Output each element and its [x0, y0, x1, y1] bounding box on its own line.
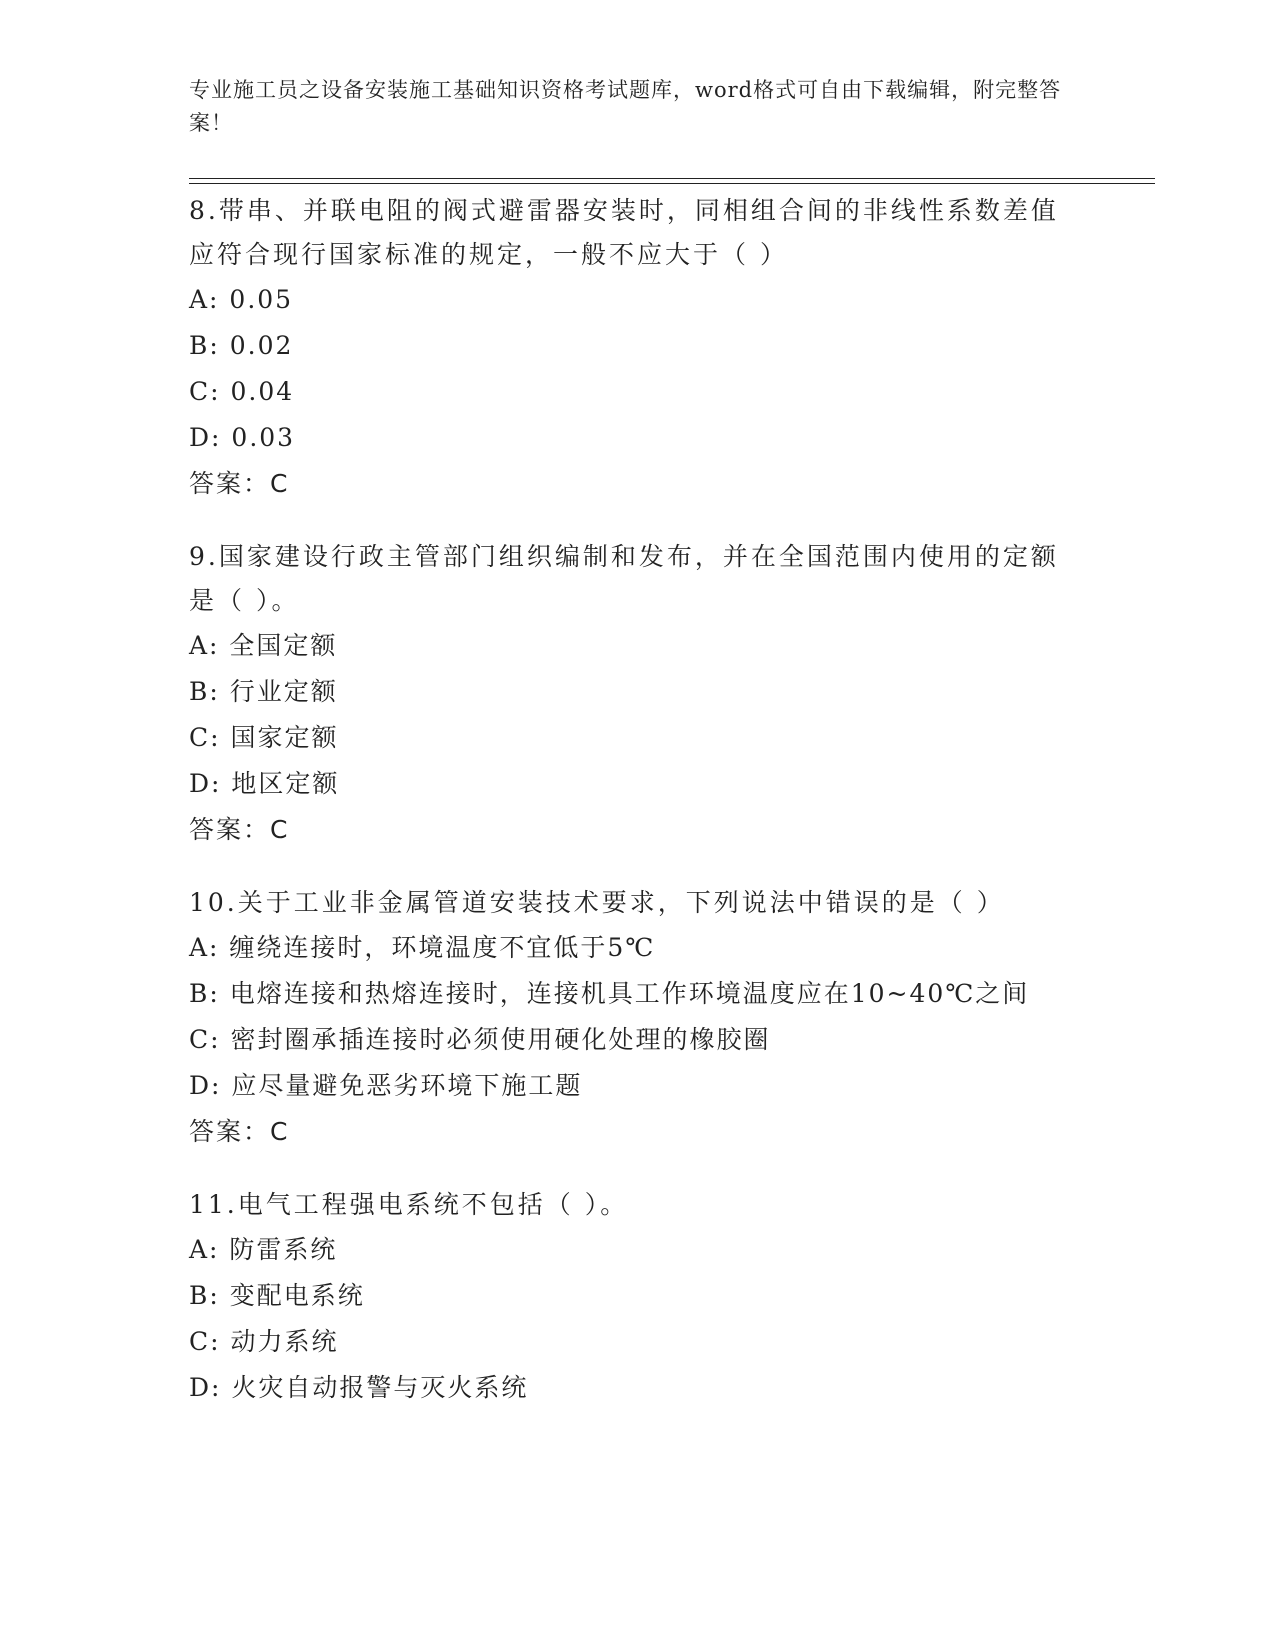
option-c: C: 0.04 — [189, 377, 295, 406]
header-rule-top — [189, 178, 1155, 179]
option-d: D: 应尽量避免恶劣环境下施工题 — [189, 1071, 583, 1100]
question-9 — [189, 535, 1089, 853]
question-stem: 9.国家建设行政主管部门组织编制和发布，并在全国范围内使用的定额是（ ）。 — [189, 542, 1059, 615]
question-stem: 8.带串、并联电阻的阀式避雷器安装时，同相组合间的非线性系数差值应符合现行国家标准的规定，一般不应大于（ ） — [189, 196, 1059, 269]
answer-line: 答案：C — [189, 815, 290, 844]
option-d: D: 地区定额 — [189, 769, 340, 798]
option-a: A: 缠绕连接时，环境温度不宜低于5℃ — [189, 933, 656, 962]
option-c: C: 国家定额 — [189, 723, 339, 752]
question-8 — [189, 189, 1089, 507]
option-b: B: 变配电系统 — [189, 1281, 365, 1310]
question-stem: 11.电气工程强电系统不包括（ ）。 — [189, 1190, 629, 1219]
option-a: A: 全国定额 — [189, 631, 338, 660]
document-header: 专业施工员之设备安装施工基础知识资格考试题库，word格式可自由下载编辑，附完整答案！ — [189, 78, 1062, 135]
option-c: C: 动力系统 — [189, 1327, 339, 1356]
header-rule-bottom — [189, 183, 1155, 184]
option-b: B: 0.02 — [189, 331, 294, 360]
question-10 — [189, 881, 1089, 1155]
question-11 — [189, 1183, 1089, 1411]
option-a: A: 防雷系统 — [189, 1235, 338, 1264]
option-c: C: 密封圈承插连接时必须使用硬化处理的橡胶圈 — [189, 1025, 771, 1054]
question-list — [189, 189, 1089, 1439]
answer-line: 答案：C — [189, 1117, 290, 1146]
option-b: B: 行业定额 — [189, 677, 338, 706]
option-a: A: 0.05 — [189, 285, 294, 314]
option-d: D: 火灾自动报警与灭火系统 — [189, 1373, 529, 1402]
answer-line: 答案：C — [189, 469, 290, 498]
option-d: D: 0.03 — [189, 423, 296, 452]
question-stem: 10.关于工业非金属管道安装技术要求，下列说法中错误的是（ ） — [189, 888, 1005, 917]
option-b: B: 电熔连接和热熔连接时，连接机具工作环境温度应在10~40℃之间 — [189, 979, 1030, 1008]
